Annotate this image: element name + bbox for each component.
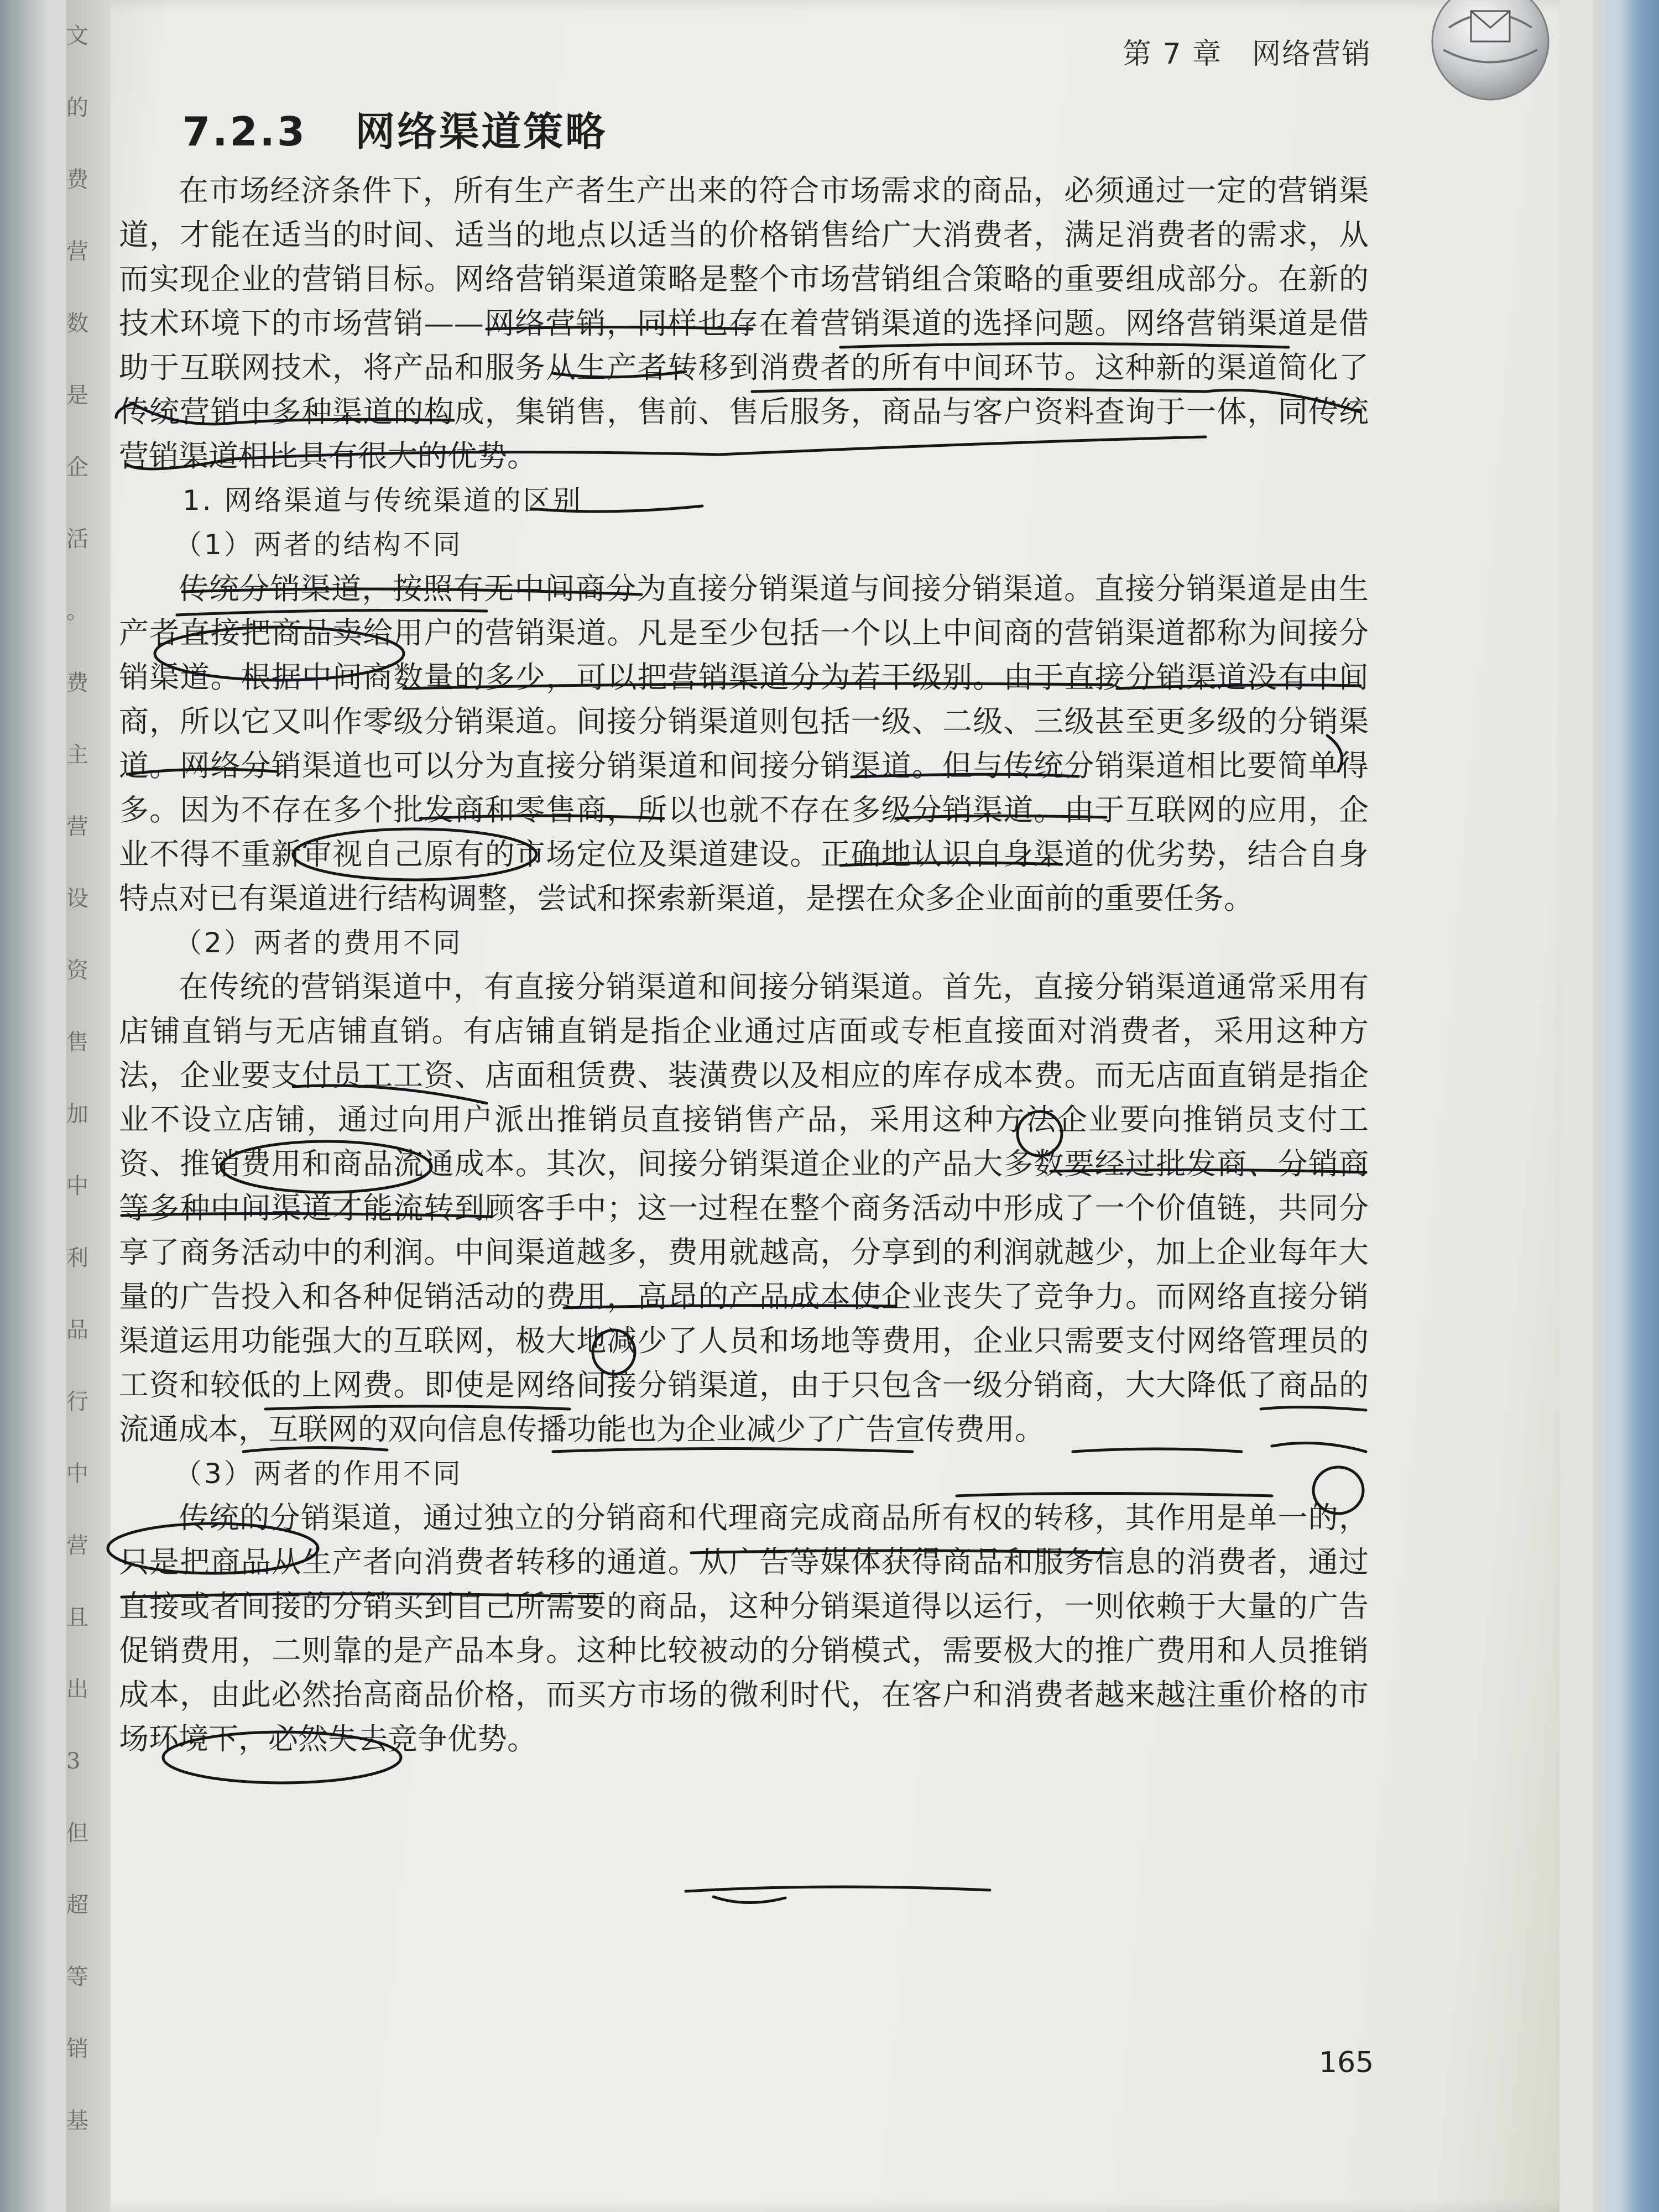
margin-fragment: 超	[66, 1892, 88, 1918]
running-header: 第 7 章 网络营销	[1123, 38, 1372, 71]
margin-fragment: 出	[66, 1677, 88, 1702]
subheading-cost: （2）两者的费用不同	[174, 927, 463, 959]
body-text	[119, 169, 1369, 1761]
paragraph-cost: 在传统的营销渠道中，有直接分销渠道和间接分销渠道。首先，直接分销渠道通常采用有店铺直销与无店铺直销。有店铺直销是指企业通过店面或专柜直接面对消费者，采用这种方法，企业要支付员工工资、店面租赁费、装潢费以及相应的库存成本费。而无店面直销是指企业不设立店铺，通过向用户派出推销员直接销售产品，采用这种方法企业要向推销员支付工资、推销费用和商品流通成本。其次，间接分销渠道企业的产品大多数要经过批发商、分销商等多种中间渠道才能流转到顾客手中；这一过程在整个商务活动中形成了一个价值链，共同分享了商务活动中的利润。中间渠道越多，费用就越高，分享到的利润就越少，加上企业每年大量的广告投入和各种促销活动的费用，高昂的产品成本使企业丧失了竞争力。而网络直接分销渠道运用功能强大的互联网，极大地减少了人员和场地等费用，企业只需要支付网络管理员的工资和较低的上网费。即使是网络间接分销渠道，由于只包含一级分销商，大大降低了商品的流通成本，互联网的双向信息传播功能也为企业减少了广告宣传费用。	[119, 969, 1369, 1447]
margin-fragment: 费	[66, 670, 88, 696]
paragraph-function: 传统的分销渠道，通过独立的分销商和代理商完成商品所有权的转移，其作用是单一的，只是把商品从生产者向消费者转移的通道。从广告等媒体获得商品和服务信息的消费者，通过直接或者间接的分销买到自己所需要的商品，这种分销渠道得以运行，一则依赖于大量的广告促销费用，二则靠的是产品本身。这种比较被动的分销模式，需要极大的推广费用和人员推销成本，由此必然抬高商品价格，而买方市场的微利时代，在客户和消费者越来越注重价格的市场环境下，必然失去竞争优势。	[119, 1500, 1369, 1756]
margin-fragment: 利	[66, 1245, 88, 1271]
subheading-structure: （1）两者的结构不同	[174, 529, 463, 561]
margin-fragment: 企	[66, 455, 88, 480]
heading-differences: 1. 网络渠道与传统渠道的区别	[182, 484, 583, 517]
margin-fragment: 的	[66, 95, 88, 121]
margin-fragment: 费	[66, 167, 88, 192]
paragraph-intro: 在市场经济条件下，所有生产者生产出来的符合市场需求的商品，必须通过一定的营销渠道，才能在适当的时间、适当的地点以适当的价格销售给广大消费者，满足消费者的需求，从而实现企业的营销目标。网络营销渠道策略是整个市场营销组合策略的重要组成部分。在新的技术环境下的市场营销——网络营销，同样也存在着营销渠道的选择问题。网络营销渠道是借助于互联网技术，将产品和服务从生产者转移到消费者的所有中间环节。这种新的渠道简化了传统营销中多种渠道的构成，集销售，售前、售后服务，商品与客户资料查询于一体，同传统营销渠道相比具有很大的优势。	[119, 173, 1369, 473]
margin-fragment: 销	[66, 2036, 88, 2062]
margin-fragment: 营	[66, 814, 88, 839]
section-number: 7.2.3	[182, 108, 307, 155]
margin-fragment: 主	[66, 742, 88, 768]
margin-fragment: 加	[66, 1102, 88, 1127]
facing-page-edge	[66, 0, 111, 2212]
margin-fragment: 文	[66, 23, 88, 49]
margin-fragment: 售	[66, 1030, 88, 1055]
margin-fragment: 资	[66, 958, 88, 983]
subheading-function: （3）两者的作用不同	[174, 1458, 463, 1490]
margin-fragment: 设	[66, 886, 88, 911]
margin-fragment: 行	[66, 1389, 88, 1415]
margin-fragment: 中	[66, 1173, 88, 1199]
margin-fragment: 是	[66, 383, 88, 408]
page-number: 165	[1319, 2046, 1374, 2079]
margin-fragment: 营	[66, 1533, 88, 1558]
margin-fragment: 但	[66, 1820, 88, 1846]
margin-fragment: 且	[66, 1605, 88, 1630]
section-heading: 网络渠道策略	[355, 108, 608, 155]
book-cover-edge	[1593, 0, 1659, 2212]
margin-fragment: 等	[66, 1964, 88, 1990]
margin-fragment: 活	[66, 526, 88, 552]
margin-fragment: 3	[66, 1749, 81, 1774]
margin-fragment: 营	[66, 239, 88, 264]
section-title	[182, 100, 607, 157]
margin-fragment: 中	[66, 1461, 88, 1486]
paragraph-structure: 传统分销渠道，按照有无中间商分为直接分销渠道与间接分销渠道。直接分销渠道是由生产者直接把商品卖给用户的营销渠道。凡是至少包括一个以上中间商的营销渠道都称为间接分销渠道。根据中间商数量的多少，可以把营销渠道分为若干级别。由于直接分销渠道没有中间商，所以它又叫作零级分销渠道。间接分销渠道则包括一级、二级、三级甚至更多级的分销渠道。网络分销渠道也可以分为直接分销渠道和间接分销渠道。但与传统分销渠道相比要简单得多。因为不存在多个批发商和零售商，所以也就不存在多级分销渠道。由于互联网的应用，企业不得不重新审视自己原有的市场定位及渠道建设。正确地认识自身渠道的优劣势，结合自身特点对已有渠道进行结构调整，尝试和探索新渠道，是摆在众多企业面前的重要任务。	[119, 571, 1369, 916]
globe-emblem-icon	[1427, 0, 1554, 105]
margin-fragment: 数	[66, 311, 88, 336]
margin-fragment: 品	[66, 1317, 88, 1343]
margin-fragment: 。	[66, 598, 88, 624]
margin-fragment: 基	[66, 2108, 88, 2133]
